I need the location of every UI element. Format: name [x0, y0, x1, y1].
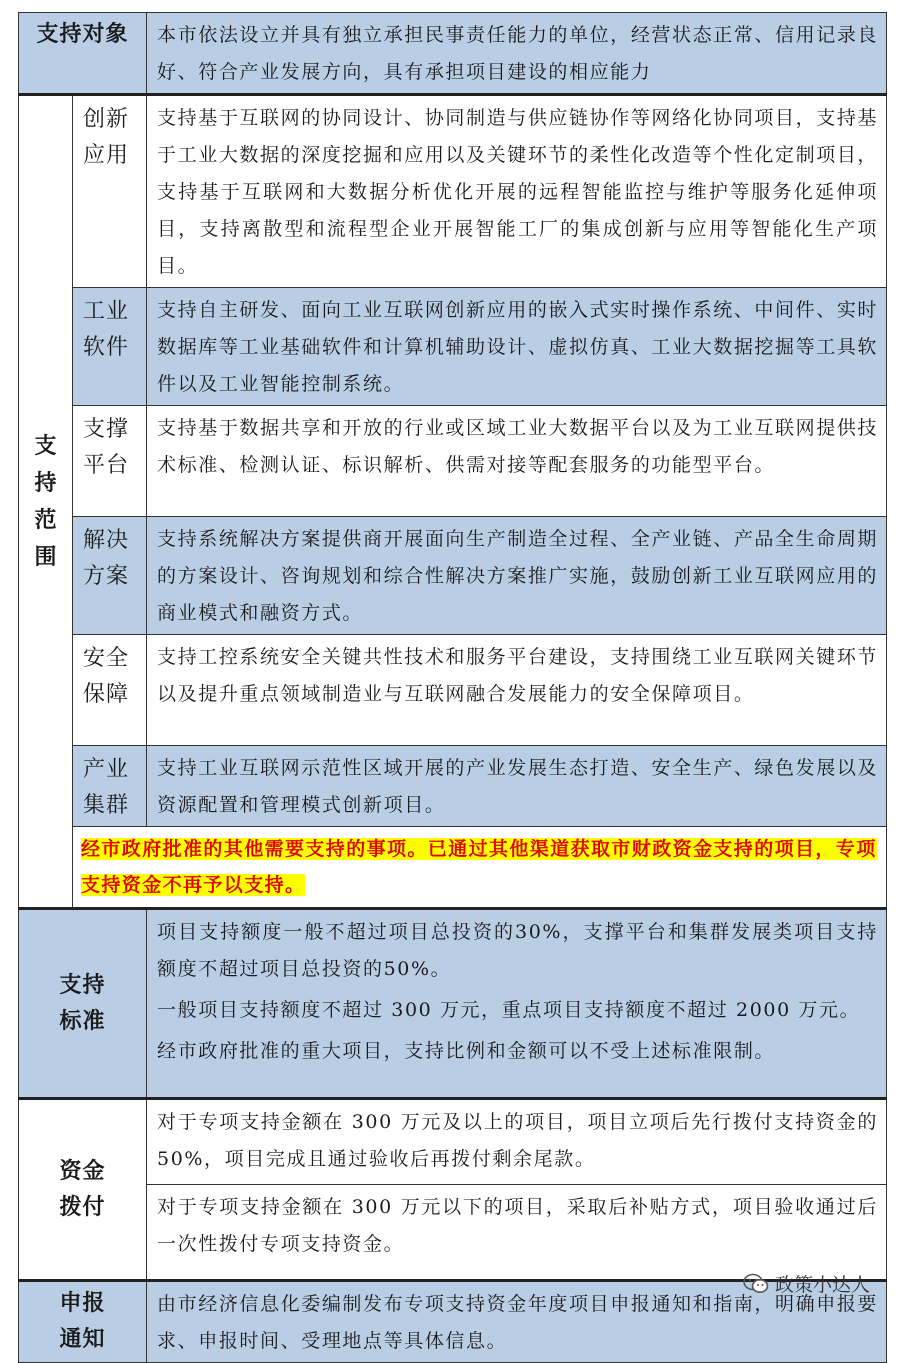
standard-paragraph: 项目支持额度一般不超过项目总投资的30%，支撑平台和集群发展类项目支持额度不超过项目总投资的50%。 [157, 921, 879, 980]
scope-row-5 [19, 746, 887, 827]
scope-label-text: 产业集群 [83, 757, 130, 818]
watermark [743, 1270, 870, 1297]
support-standard-header-text: 支持标准 [59, 972, 106, 1034]
standard-paragraph: 经市政府批准的重大项目，支持比例和金额可以不受上述标准限制。 [157, 1040, 776, 1062]
scope-text: 支持基于互联网的协同设计、协同制造与供应链协作等网络化协同项目，支持基于工业大数据的深度挖掘和应用以及关键环节的柔性化改造等个性化定制项目，支持基于互联网和大数据分析优化开展的远程智能监控与维护等服务化延伸项目，支持离散型和流程型企业开展智能工厂的集成创新与应用等智能化生产项目。 [147, 95, 887, 288]
scope-label [73, 635, 147, 746]
scope-label-text: 支撑平台 [83, 417, 130, 478]
row-fund-disbursement-2 [19, 1185, 887, 1281]
support-target-text: 本市依法设立并具有独立承担民事责任能力的单位，经营状态正常、信用记录良好、符合产业发展方向，具有承担项目建设的相应能力 [147, 13, 887, 95]
scope-label-text: 安全保障 [83, 646, 130, 707]
scope-label [73, 95, 147, 288]
row-fund-disbursement-1 [19, 1099, 887, 1185]
scope-text: 支持自主研发、面向工业互联网创新应用的嵌入式实时操作系统、中间件、实时数据库等工业基础软件和计算机辅助设计、虚拟仿真、工业大数据挖掘等工具软件以及工业智能控制系统。 [147, 288, 887, 406]
scope-header-char: 范 [34, 507, 57, 533]
support-standard-text [147, 909, 887, 1099]
scope-text: 支持工业互联网示范性区域开展的产业发展生态打造、安全生产、绿色发展以及资源配置和管理模式创新项目。 [147, 746, 887, 827]
scope-label [73, 406, 147, 517]
scope-row-1 [19, 288, 887, 406]
fund-paragraph: 对于专项支持金额在 300 万元以下的项目，采取后补贴方式，项目验收通过后一次性拨付专项支持资金。 [147, 1185, 887, 1281]
scope-header-char: 支 [34, 433, 57, 459]
scope-row-3 [19, 517, 887, 635]
scope-row-2 [19, 406, 887, 517]
scope-label [73, 517, 147, 635]
fund-disbursement-header [19, 1099, 147, 1281]
scope-label [73, 288, 147, 406]
scope-header-char: 持 [34, 470, 57, 496]
row-support-target [19, 13, 887, 95]
fund-disbursement-header-text: 资金拨付 [59, 1158, 106, 1220]
row-support-standard [19, 909, 887, 1099]
scope-highlight-text: 经市政府批准的其他需要支持的事项。已通过其他渠道获取市财政资金支持的项目，专项支持资金不再予以支持。 [81, 838, 877, 896]
application-notice-header-text: 申报通知 [59, 1291, 106, 1352]
support-target-header-text: 支持对象 [36, 22, 129, 47]
support-scope-header [19, 95, 73, 909]
scope-label-text: 创新应用 [83, 107, 130, 168]
application-notice-text: 由市经济信息化委编制发布专项支持资金年度项目申报通知和指南，明确申报要求、申报时间、受理地点等具体信息。 [147, 1281, 887, 1363]
application-notice-header [19, 1281, 147, 1363]
scope-header-char: 围 [34, 544, 57, 570]
support-standard-header [19, 909, 147, 1099]
standard-paragraph: 一般项目支持额度不超过 300 万元，重点项目支持额度不超过 2000 万元。 [157, 999, 861, 1021]
scope-label [73, 746, 147, 827]
scope-row-highlight [19, 827, 887, 909]
wechat-icon [743, 1273, 769, 1295]
fund-paragraph: 对于专项支持金额在 300 万元及以上的项目，项目立项后先行拨付支持资金的50%，项目完成且通过验收后再拨付剩余尾款。 [147, 1099, 887, 1185]
scope-label-text: 解决方案 [83, 528, 130, 589]
policy-table [18, 12, 887, 1363]
watermark-text: 政策小达人 [774, 1274, 870, 1296]
scope-label-text: 工业软件 [83, 299, 130, 360]
scope-text: 支持工控系统安全关键共性技术和服务平台建设，支持围绕工业互联网关键环节以及提升重点领域制造业与互联网融合发展能力的安全保障项目。 [147, 635, 887, 746]
scope-text: 支持基于数据共享和开放的行业或区域工业大数据平台以及为工业互联网提供技术标准、检测认证、标识解析、供需对接等配套服务的功能型平台。 [147, 406, 887, 517]
scope-row-4 [19, 635, 887, 746]
scope-row-0 [19, 95, 887, 288]
scope-text: 支持系统解决方案提供商开展面向生产制造全过程、全产业链、产品全生命周期的方案设计、咨询规划和综合性解决方案推广实施，鼓励创新工业互联网应用的商业模式和融资方式。 [147, 517, 887, 635]
support-target-header [19, 13, 147, 95]
scope-highlight [73, 827, 887, 909]
